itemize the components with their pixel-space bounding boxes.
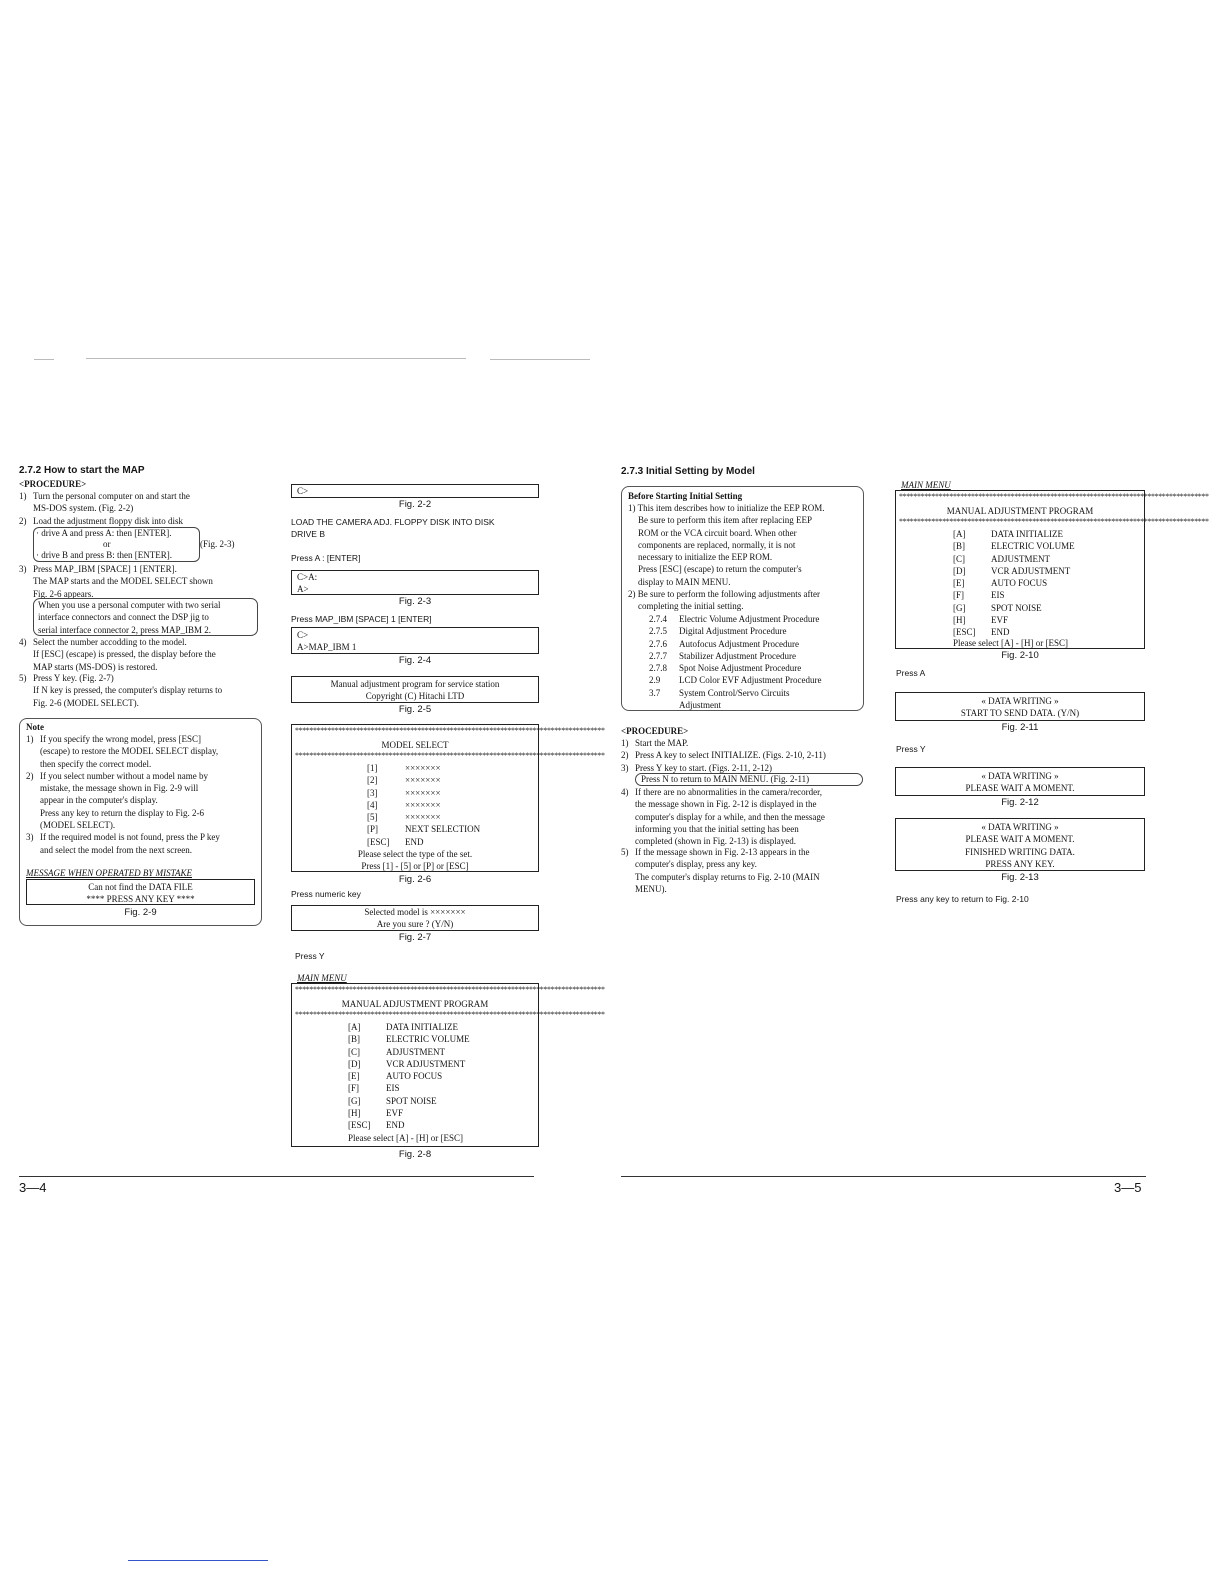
menu-prompt: Please select [A] - [H] or [ESC] bbox=[953, 638, 1068, 648]
model-row: [2] ××××××× bbox=[367, 775, 441, 786]
fig-2-12-line: « DATA WRITING » bbox=[981, 771, 1059, 781]
before-line: ROM or the VCA circuit board. When other bbox=[638, 527, 797, 538]
fig-2-4-box bbox=[291, 627, 539, 654]
note-number: 3) bbox=[26, 832, 34, 843]
step-line: completed (shown in Fig. 2-13) is displayed. bbox=[635, 836, 796, 847]
menu-row: [H] EVF bbox=[348, 1108, 404, 1119]
note-line: then specify the correct model. bbox=[40, 758, 152, 769]
menu-row: [F] EIS bbox=[953, 590, 1005, 601]
drive-or: or bbox=[103, 539, 111, 549]
scan-artifact-link-line bbox=[128, 1560, 268, 1561]
before-line: necessary to initialize the EEP ROM. bbox=[638, 552, 773, 563]
drive-b-option: · drive B and press B: then [ENTER]. bbox=[36, 550, 172, 560]
stars-line: ************************************************************************************** bbox=[899, 492, 1209, 501]
left-step-1 bbox=[19, 490, 259, 527]
step-number: 5) bbox=[19, 673, 27, 683]
fig-2-7-caption: Fig. 2-7 bbox=[398, 932, 432, 943]
fig-2-9-box bbox=[26, 879, 255, 905]
model-row: [1] ××××××× bbox=[367, 763, 441, 773]
right-step-4: 4) If there are no abnormalities in the camera/recorder, the message shown in Fig. 2-12 is displayed in the computer's display for a while, and then the message informing you that the initial setting has been completed (shown in Fig. 2-13) is displayed. bbox=[621, 786, 866, 847]
left-step-3 bbox=[19, 563, 259, 600]
fig-2-3-line: C>A: bbox=[297, 572, 318, 582]
press-y-right: Press Y bbox=[896, 744, 926, 754]
menu-row: [F] EIS bbox=[348, 1083, 400, 1094]
fig-2-13-line: PRESS ANY KEY. bbox=[985, 858, 1055, 869]
menu-row: [C] ADJUSTMENT bbox=[953, 553, 1051, 564]
press-n-callout: Press N to return to MAIN MENU. (Fig. 2-11) bbox=[635, 773, 863, 786]
step-line: the message shown in Fig. 2-12 is displayed in the bbox=[635, 799, 817, 810]
step-line: Fig. 2-6 (MODEL SELECT). bbox=[33, 697, 139, 708]
press-numeric-key: Press numeric key bbox=[291, 889, 361, 899]
press-map-ibm: Press MAP_IBM [SPACE] 1 [ENTER] bbox=[291, 614, 432, 624]
fig-2-12-caption: Fig. 2-12 bbox=[1001, 797, 1039, 808]
step-line: MENU). bbox=[635, 883, 667, 894]
fig-2-2-box bbox=[291, 484, 539, 498]
fig-2-9-line: Can not find the DATA FILE bbox=[88, 882, 193, 892]
step-line: Press Y key. (Fig. 2-7) bbox=[33, 673, 114, 683]
step-line: Start the MAP. bbox=[635, 738, 689, 748]
model-row: [5] ××××××× bbox=[367, 812, 441, 823]
menu-prompt: Please select [A] - [H] or [ESC] bbox=[348, 1133, 463, 1143]
page-number-right: 3—5 bbox=[1114, 1180, 1142, 1195]
step-line: Load the adjustment floppy disk into disk bbox=[33, 515, 183, 526]
section-heading-2-7-2: 2.7.2 How to start the MAP bbox=[19, 465, 145, 476]
step-line: MS-DOS system. (Fig. 2-2) bbox=[33, 503, 134, 514]
fig-2-7-box bbox=[291, 905, 539, 931]
fig-2-3-line: A> bbox=[297, 584, 309, 595]
fig-2-7-line: Selected model is ××××××× bbox=[364, 907, 466, 917]
right-steps-1-3: 1) Start the MAP. 2) Press A key to select INITIALIZE. (Figs. 2-10, 2-11) 3) Press Y key to start. (Figs. 2-11, 2-12) bbox=[621, 737, 866, 774]
menu-list bbox=[953, 528, 1075, 639]
model-prompt-line: Press [1] - [5] or [P] or [ESC] bbox=[361, 861, 469, 872]
press-any-key-note: Press any key to return to Fig. 2-10 bbox=[896, 894, 1029, 904]
menu-row: [A] DATA INITIALIZE bbox=[953, 529, 1064, 539]
step-line: If N key is pressed, the computer's display returns to bbox=[33, 685, 223, 696]
fig-2-11-line: « DATA WRITING » bbox=[981, 696, 1059, 706]
step-line: The computer's display returns to Fig. 2-10 (MAIN bbox=[635, 871, 820, 882]
fig-2-12-line: PLEASE WAIT A MOMENT. bbox=[965, 783, 1075, 794]
before-line: display to MAIN MENU. bbox=[638, 576, 731, 587]
note-line: If the required model is not found, press the P key bbox=[40, 832, 220, 843]
before-line: completing the initial setting. bbox=[638, 601, 744, 612]
step-line: computer's display, press any key. bbox=[635, 859, 757, 870]
note-line: If you specify the wrong model, press [ESC] bbox=[40, 734, 201, 744]
before-line: 1) This item describes how to initialize the EEP ROM. bbox=[628, 503, 825, 513]
drive-fig-ref: (Fig. 2-3) bbox=[200, 539, 235, 549]
fig-2-8-box bbox=[291, 983, 605, 1147]
before-line: components are replaced, normally, it is not bbox=[638, 539, 796, 550]
fig-2-5-caption: Fig. 2-5 bbox=[398, 704, 432, 715]
fig-2-13-box bbox=[895, 818, 1145, 871]
note-line: (MODEL SELECT). bbox=[40, 820, 116, 831]
step-number: 1) bbox=[19, 491, 27, 501]
step-number: 2) bbox=[19, 515, 27, 526]
fig-2-13-caption: Fig. 2-13 bbox=[1001, 872, 1039, 883]
step-line: MAP starts (MS-DOS) is restored. bbox=[33, 661, 158, 672]
load-line: DRIVE B bbox=[291, 529, 326, 539]
step-line: Press MAP_IBM [SPACE] 1 [ENTER]. bbox=[33, 564, 177, 574]
model-row: [ESC] END bbox=[367, 836, 424, 847]
menu-row: [G] SPOT NOISE bbox=[953, 602, 1042, 613]
fig-2-13-line: PLEASE WAIT A MOMENT. bbox=[965, 834, 1075, 845]
model-row: [4] ××××××× bbox=[367, 799, 441, 810]
note-line: If you select number without a model name by bbox=[40, 770, 208, 781]
model-prompt bbox=[292, 848, 538, 873]
step-line: Press A key to select INITIALIZE. (Figs. 2-10, 2-11) bbox=[635, 750, 826, 761]
menu-row: [E] AUTO FOCUS bbox=[953, 578, 1048, 589]
menu-title: MANUAL ADJUSTMENT PROGRAM bbox=[341, 999, 489, 1009]
menu-row: [ESC] END bbox=[348, 1120, 405, 1131]
menu-row: [C] ADJUSTMENT bbox=[348, 1046, 446, 1057]
menu-row: [D] VCR ADJUSTMENT bbox=[348, 1058, 466, 1069]
note-line: mistake, the message shown in Fig. 2-9 will bbox=[40, 783, 199, 794]
left-step-4 bbox=[19, 636, 259, 673]
step-line: Select the number accodding to the model. bbox=[33, 637, 187, 647]
section-row: 2.7.7 Stabilizer Adjustment Procedure bbox=[649, 650, 796, 661]
stars-line: ************************************************************************************** bbox=[295, 985, 605, 994]
main-menu-label-right: MAIN MENU bbox=[901, 480, 951, 490]
dsp-note-line: interface connectors and connect the DSP jig to bbox=[38, 612, 209, 623]
section-row: 3.7 System Control/Servo Circuits bbox=[649, 687, 790, 698]
adjustment-sections-list bbox=[649, 613, 859, 711]
step-line: If [ESC] (escape) is pressed, the display before the bbox=[33, 649, 216, 660]
model-row: [3] ××××××× bbox=[367, 787, 441, 798]
fig-2-4-line: A>MAP_IBM 1 bbox=[297, 642, 357, 653]
step-line: informing you that the initial setting has been bbox=[635, 823, 799, 834]
model-list bbox=[367, 762, 480, 848]
section-row: Adjustment bbox=[679, 700, 721, 711]
before-item-1 bbox=[628, 502, 862, 613]
menu-row: [B] ELECTRIC VOLUME bbox=[348, 1034, 470, 1045]
section-row: 2.7.4 Electric Volume Adjustment Procedure bbox=[649, 614, 820, 624]
main-menu-label-middle: MAIN MENU bbox=[297, 973, 347, 983]
step-number: 4) bbox=[19, 637, 27, 647]
step-line: Press Y key to start. (Figs. 2-11, 2-12) bbox=[635, 762, 772, 773]
procedure-label: <PROCEDURE> bbox=[19, 479, 87, 489]
load-line: LOAD THE CAMERA ADJ. FLOPPY DISK INTO DISK bbox=[291, 517, 495, 527]
step-line: The MAP starts and the MODEL SELECT shown bbox=[33, 576, 213, 587]
fig-2-5-box bbox=[291, 676, 539, 703]
scan-artifact-line bbox=[34, 359, 54, 360]
fig-2-3-caption: Fig. 2-3 bbox=[398, 596, 432, 607]
fig-2-13-line: FINISHED WRITING DATA. bbox=[965, 846, 1075, 857]
stars-line: ************************************************************************************** bbox=[899, 517, 1209, 527]
press-a-right: Press A bbox=[896, 668, 926, 678]
fig-2-4-line: C> bbox=[297, 630, 309, 640]
fig-2-11-line: START TO SEND DATA. (Y/N) bbox=[960, 708, 1080, 719]
fig-2-10-caption: Fig. 2-10 bbox=[1001, 650, 1039, 661]
before-starting-title: Before Starting Initial Setting bbox=[628, 491, 743, 501]
section-heading-2-7-3: 2.7.3 Initial Setting by Model bbox=[621, 466, 755, 477]
step-line: If there are no abnormalities in the camera/recorder, bbox=[635, 787, 823, 797]
menu-row: [H] EVF bbox=[953, 615, 1009, 626]
fig-2-2-caption: Fig. 2-2 bbox=[398, 499, 432, 510]
footer-rule-right bbox=[621, 1176, 1146, 1177]
menu-row: [B] ELECTRIC VOLUME bbox=[953, 541, 1075, 552]
scan-artifact-line bbox=[86, 358, 466, 359]
section-row: 2.7.8 Spot Noise Adjustment Procedure bbox=[649, 663, 802, 674]
note-line: appear in the computer's display. bbox=[40, 795, 158, 806]
fig-2-9-caption: Fig. 2-9 bbox=[124, 907, 157, 918]
step-line: Fig. 2-6 appears. bbox=[33, 588, 94, 599]
press-y-middle: Press Y bbox=[295, 951, 325, 961]
drive-options-bracket bbox=[33, 527, 233, 561]
model-select-title: MODEL SELECT bbox=[381, 740, 449, 750]
scan-artifact-line bbox=[490, 359, 590, 360]
fig-2-11-box bbox=[895, 692, 1145, 721]
dsp-note-line: serial interface connector 2, press MAP_IBM 2. bbox=[38, 624, 211, 635]
step-line: Turn the personal computer on and start the bbox=[33, 491, 190, 501]
note-items bbox=[26, 733, 258, 856]
menu-row: [A] DATA INITIALIZE bbox=[348, 1022, 459, 1032]
note-line: Press any key to return the display to Fig. 2-6 bbox=[40, 807, 204, 818]
press-a-enter: Press A : [ENTER] bbox=[291, 553, 361, 563]
page-number-left: 3—4 bbox=[19, 1180, 47, 1195]
before-line: Press [ESC] (escape) to return the computer's bbox=[638, 564, 802, 575]
footer-rule-left bbox=[19, 1176, 534, 1177]
note-title: Note bbox=[26, 722, 44, 732]
menu-row: [E] AUTO FOCUS bbox=[348, 1071, 443, 1082]
right-step-5: 5) If the message shown in Fig. 2-13 appears in the computer's display, press any key. The computer's display returns to Fig. 2-10 (MAIN MENU). bbox=[621, 846, 866, 895]
section-row: 2.9 LCD Color EVF Adjustment Procedure bbox=[649, 675, 822, 686]
fig-2-10-box bbox=[895, 490, 1209, 649]
stars-line: ************************************************************************************** bbox=[295, 1010, 605, 1020]
model-row: [P] NEXT SELECTION bbox=[367, 824, 481, 835]
before-line: Be sure to perform this item after replacing EEP bbox=[638, 515, 812, 526]
fig-2-13-line: « DATA WRITING » bbox=[981, 822, 1059, 832]
step-number: 3) bbox=[19, 564, 27, 574]
section-row: 2.7.6 Autofocus Adjustment Procedure bbox=[649, 638, 799, 649]
fig-2-8-caption: Fig. 2-8 bbox=[398, 1149, 432, 1160]
menu-row: [G] SPOT NOISE bbox=[348, 1095, 437, 1106]
menu-list bbox=[348, 1021, 470, 1132]
fig-2-5-line: Manual adjustment program for service station bbox=[330, 679, 500, 689]
note-line: and select the model from the next screen. bbox=[40, 844, 192, 855]
dsp-jig-note bbox=[33, 598, 258, 636]
fig-2-6-box bbox=[291, 724, 605, 872]
fig-2-9-line: **** PRESS ANY KEY **** bbox=[86, 894, 195, 905]
stars-line: ************************************************************************************** bbox=[295, 751, 605, 761]
step-line: computer's display for a while, and then the message bbox=[635, 811, 825, 822]
left-step-5 bbox=[19, 672, 259, 709]
load-instruction bbox=[291, 516, 495, 540]
before-line: 2) Be sure to perform the following adjustments after bbox=[628, 589, 820, 600]
mistake-message-label: MESSAGE WHEN OPERATED BY MISTAKE bbox=[26, 868, 192, 878]
note-line: (escape) to restore the MODEL SELECT display, bbox=[40, 746, 219, 757]
model-prompt-line: Please select the type of the set. bbox=[357, 849, 473, 859]
menu-row: [ESC] END bbox=[953, 627, 1010, 638]
stars-line: ************************************************************************************** bbox=[295, 726, 605, 735]
fig-2-5-line: Copyright (C) Hitachi LTD bbox=[365, 691, 465, 702]
step-line: If the message shown in Fig. 2-13 appears in the bbox=[635, 847, 810, 857]
section-row: 2.7.5 Digital Adjustment Procedure bbox=[649, 626, 787, 637]
menu-title: MANUAL ADJUSTMENT PROGRAM bbox=[946, 506, 1094, 516]
fig-2-4-caption: Fig. 2-4 bbox=[398, 655, 432, 666]
dsp-note-line: When you use a personal computer with two serial bbox=[38, 600, 221, 610]
fig-2-12-box bbox=[895, 767, 1145, 796]
right-procedure-label: <PROCEDURE> bbox=[621, 726, 689, 736]
fig-2-6-caption: Fig. 2-6 bbox=[398, 874, 432, 885]
note-number: 1) bbox=[26, 734, 34, 744]
fig-2-11-caption: Fig. 2-11 bbox=[1001, 722, 1039, 733]
fig-2-2-line: C> bbox=[297, 486, 309, 496]
drive-a-option: · drive A and press A: then [ENTER]. bbox=[36, 528, 172, 538]
fig-2-3-box bbox=[291, 570, 539, 595]
menu-row: [D] VCR ADJUSTMENT bbox=[953, 565, 1071, 576]
note-number: 2) bbox=[26, 770, 34, 781]
fig-2-7-line: Are you sure ? (Y/N) bbox=[376, 919, 454, 930]
